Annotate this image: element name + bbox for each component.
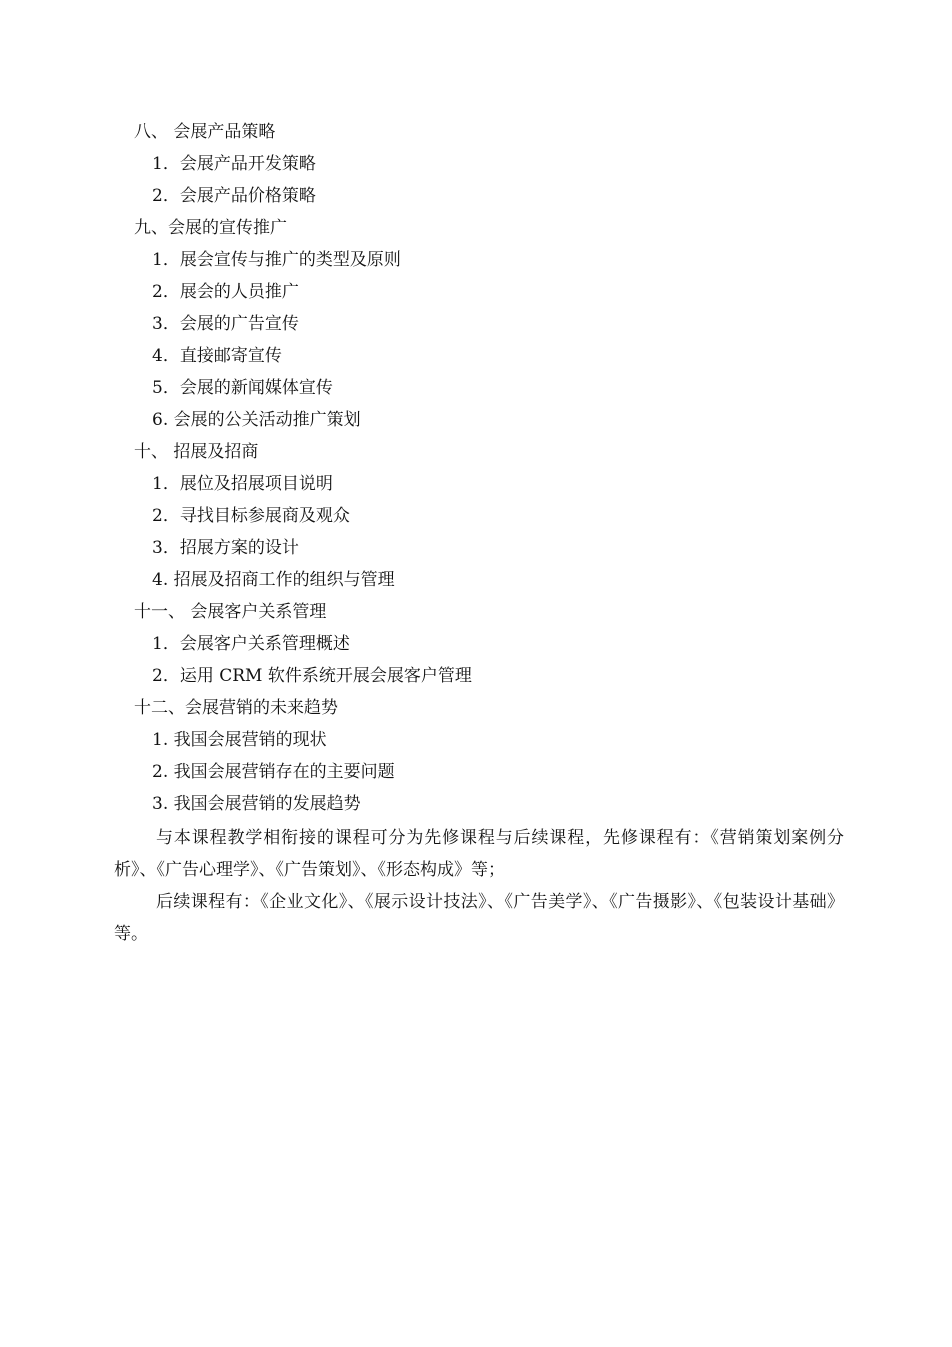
list-item: 2．寻找目标参展商及观众 [152, 506, 350, 526]
list-item: 1．会展客户关系管理概述 [152, 634, 350, 654]
list-item: 3．招展方案的设计 [152, 538, 299, 558]
list-item: 4．直接邮寄宣传 [152, 346, 282, 366]
section-heading: 十、 招展及招商 [134, 442, 259, 462]
list-item: 1．会展产品开发策略 [152, 154, 316, 174]
list-item: 2．会展产品价格策略 [152, 186, 316, 206]
list-item: 2. 我国会展营销存在的主要问题 [152, 762, 395, 782]
list-item: 2．运用 CRM 软件系统开展会展客户管理 [152, 666, 472, 686]
list-item: 2．展会的人员推广 [152, 282, 299, 302]
list-item: 4. 招展及招商工作的组织与管理 [152, 570, 395, 590]
prerequisite-courses-paragraph: 与本课程教学相衔接的课程可分为先修课程与后续课程，先修课程有：《营销策划案例分析》、《广告心理学》、《广告策划》、《形态构成》等； [114, 828, 844, 880]
list-item: 6. 会展的公关活动推广策划 [152, 410, 361, 430]
list-item: 5．会展的新闻媒体宣传 [152, 378, 333, 398]
list-item: 1. 我国会展营销的现状 [152, 730, 327, 750]
followup-courses-paragraph: 后续课程有：《企业文化》、《展示设计技法》、《广告美学》、《广告摄影》、《包装设计基础》等。 [114, 892, 844, 944]
list-item: 3. 我国会展营销的发展趋势 [152, 794, 361, 814]
section-heading: 九、会展的宣传推广 [134, 218, 287, 238]
section-heading: 八、 会展产品策略 [134, 122, 276, 142]
list-item: 3．会展的广告宣传 [152, 314, 299, 334]
section-heading: 十一、 会展客户关系管理 [134, 602, 327, 622]
list-item: 1．展位及招展项目说明 [152, 474, 333, 494]
section-heading: 十二、会展营销的未来趋势 [134, 698, 338, 718]
list-item: 1．展会宣传与推广的类型及原则 [152, 250, 401, 270]
